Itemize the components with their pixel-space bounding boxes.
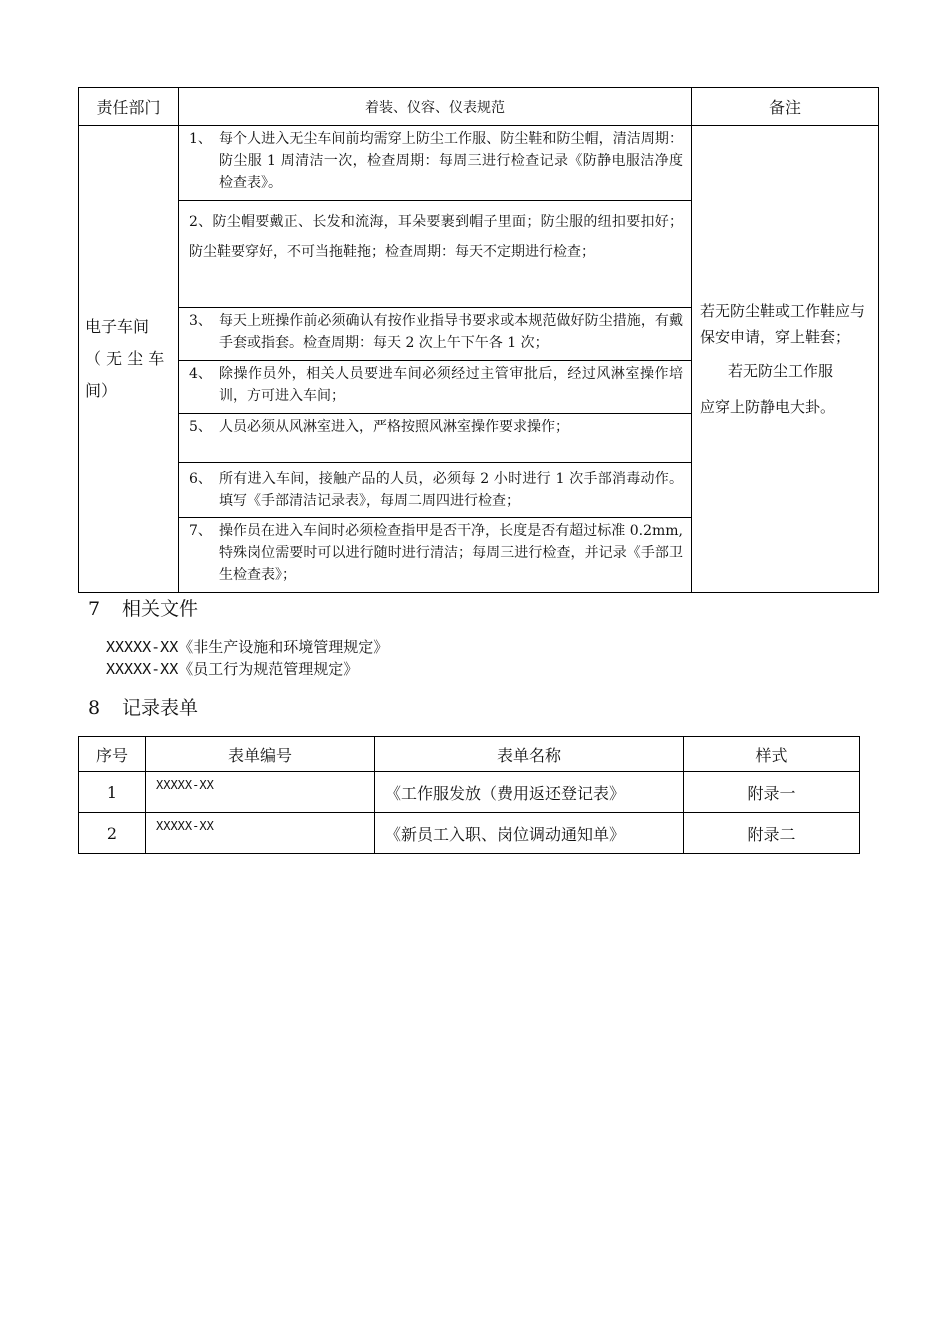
rule-text: 每天上班操作前必须确认有按作业指导书要求或本规范做好防尘措施，有戴手套或指套。检查周期：每天 2 次上午下午各 1 次； [219,313,683,351]
header-code: 表单编号 [146,737,375,772]
rule-item-6 [179,463,692,518]
remark-text: 若无防尘工作服 [728,362,834,380]
section-number: 8 [88,697,101,719]
rule-item-3 [179,308,692,361]
row-code: XXXXX-XX [146,772,375,813]
rule-number: 5、 [189,419,212,435]
row-no: 2 [79,813,146,854]
rule-text: 除操作员外，相关人员要进车间必须经过主管审批后，经过风淋室操作培训，方可进入车间； [219,366,683,404]
remark-text: 应穿上防静电大卦。 [700,398,836,416]
row-no: 1 [79,772,146,813]
rule-number: 3、 [189,313,212,329]
header-spec: 着装、仪容、仪表规范 [179,88,692,126]
row-code: XXXXX-XX [146,813,375,854]
reference-list [106,636,388,680]
table-row [79,813,860,854]
rule-item-7 [179,518,692,593]
reference-item [106,658,388,680]
rule-text: 每个人进入无尘车间前均需穿上防尘工作服、防尘鞋和防尘帽，清洁周期：防尘服 1 周清洁一次，检查周期：每周三进行检查记录《防静电服洁净度检查表》。 [219,131,683,191]
header-style: 样式 [684,737,860,772]
rule-item-4 [179,361,692,414]
section-title: 记录表单 [122,697,199,719]
reference-code: XXXXX-XX [106,660,179,678]
table-row [79,772,860,813]
header-no: 序号 [79,737,146,772]
header-name: 表单名称 [375,737,684,772]
remark-text: 若无防尘鞋或工作鞋应与保安申请，穿上鞋套； [700,302,866,346]
rule-row [79,126,879,201]
rule-item-2: 2、防尘帽要戴正、长发和流海，耳朵要裹到帽子里面；防尘服的纽扣要扣好；防尘鞋要穿好，不可当拖鞋拖；检查周期：每天不定期进行检查； [179,201,692,308]
remark-cell [692,126,879,593]
section-7-heading [88,594,198,621]
row-name: 《新员工入职、岗位调动通知单》 [375,813,684,854]
rule-number: 7、 [189,523,212,539]
department-cell [79,126,179,593]
rule-number: 4、 [189,366,212,382]
rule-number: 6、 [189,471,212,487]
department-line: 间） [85,381,118,400]
rule-number: 1、 [189,131,212,147]
rule-text: 人员必须从风淋室进入，严格按照风淋室操作要求操作； [219,419,569,435]
rule-item-1 [179,126,692,201]
dress-code-table [78,87,879,593]
department-line: （ 无 尘 车 [85,349,165,368]
section-8-heading [88,693,198,720]
records-table [78,736,860,854]
row-style: 附录二 [684,813,860,854]
section-title: 相关文件 [122,598,199,620]
row-name: 《工作服发放（费用返还登记表》 [375,772,684,813]
rule-text: 操作员在进入车间时必须检查指甲是否干净，长度是否有超过标准 0.2mm,特殊岗位需要时可以进行随时进行清洁；每周三进行检查，并记录《手部卫生检查表》； [219,523,683,583]
records-header-row [79,737,860,772]
rule-text: 所有进入车间，接触产品的人员，必须每 2 小时进行 1 次手部消毒动作。填写《手部清洁记录表》，每周二周四进行检查； [219,471,683,509]
reference-title: 《非生产设施和环境管理规定》 [178,638,389,656]
dress-code-header-row [79,88,879,126]
row-style: 附录一 [684,772,860,813]
header-remark: 备注 [692,88,879,126]
reference-title: 《员工行为规范管理规定》 [178,660,359,678]
section-number: 7 [88,598,101,620]
department-line: 电子车间 [85,317,150,336]
rule-item-5 [179,414,692,463]
reference-item [106,636,388,658]
reference-code: XXXXX-XX [106,638,179,656]
header-department: 责任部门 [79,88,179,126]
